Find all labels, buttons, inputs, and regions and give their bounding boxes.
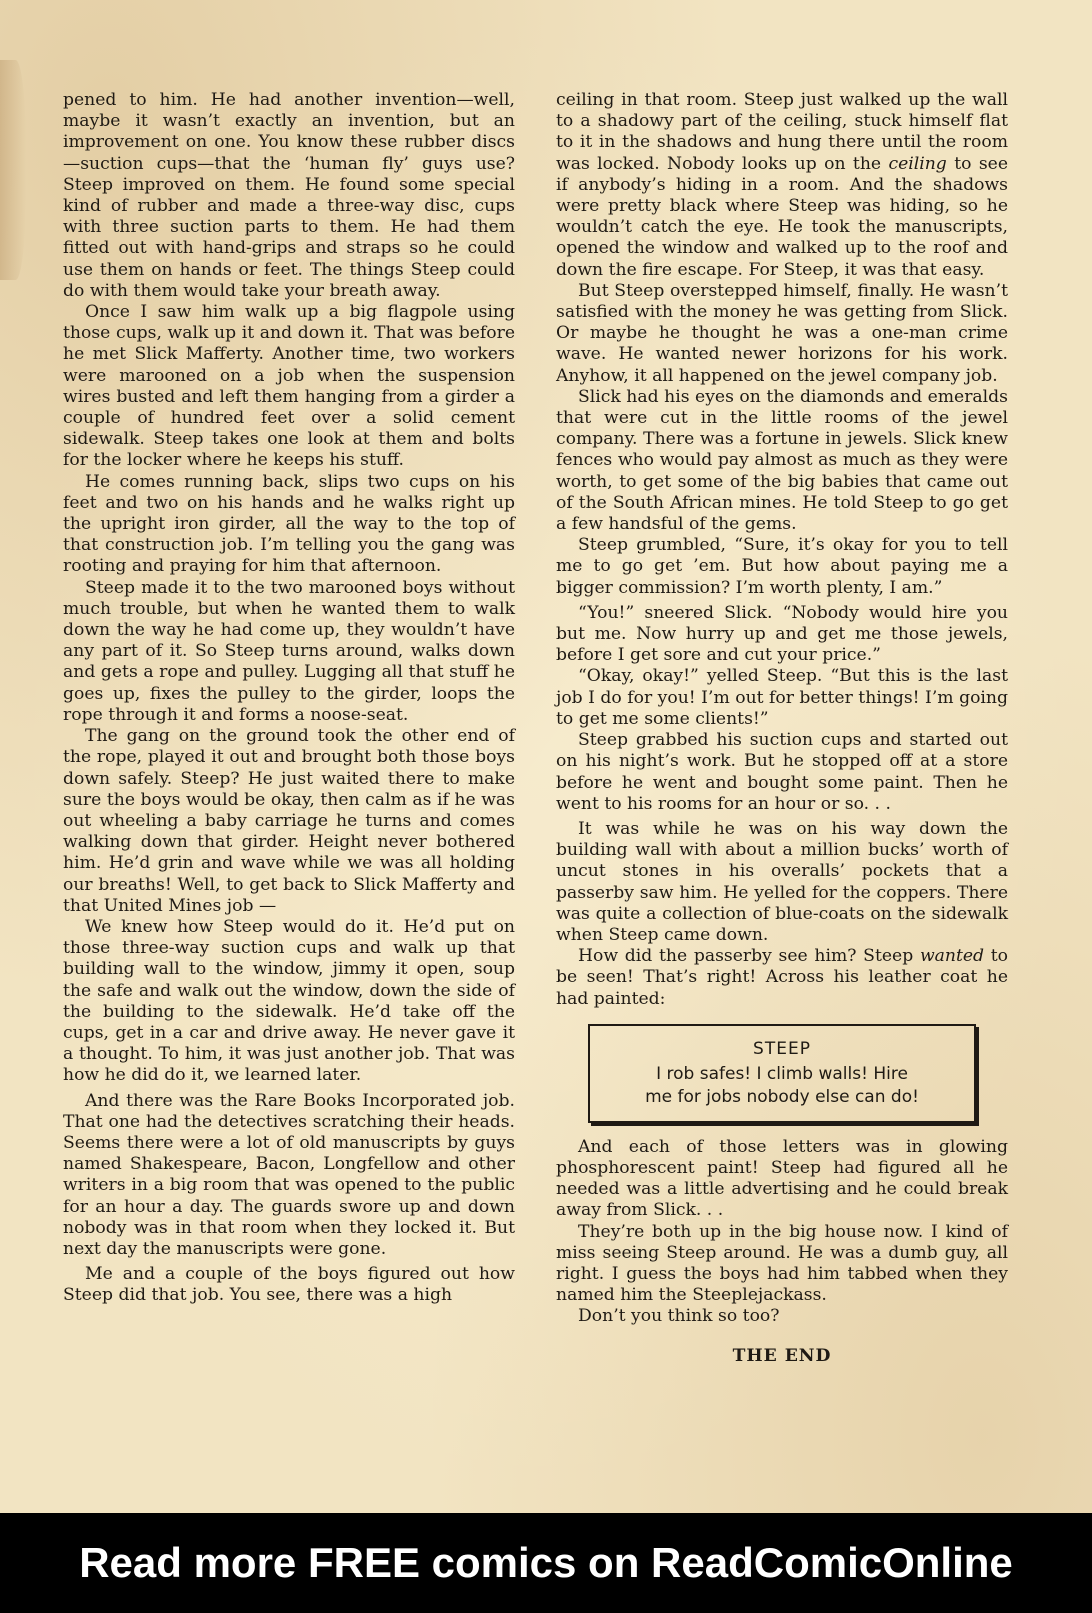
story-paragraph: We knew how Steep would do it. He’d put on those three-way suction cups and walk up that building wall to the window, jimmy it open, soup the safe and walk out the window, down the side of the building to the sidewalk. He’d take off the cups, get in a car and drive away. He never gave it a thought. To him, it was just another job. That was how he did do it, we learned later. bbox=[63, 916, 515, 1086]
coat-sign-box bbox=[588, 1024, 976, 1123]
story-paragraph: Me and a couple of the boys figured out how Steep did that job. You see, there was a high bbox=[63, 1264, 515, 1306]
story-text-italic: ceiling bbox=[888, 153, 947, 174]
promo-banner-text[interactable]: Read more FREE comics on ReadComicOnline bbox=[79, 1539, 1013, 1586]
story-paragraph: Steep made it to the two marooned boys without much trouble, but when he wanted them to walk down the way he had come up, they wouldn’t have any part of it. So Steep turns around, walks down and gets a rope and pulley. Lugging all that stuff he goes up, fixes the pulley to the girder, loops the rope through it and forms a noose-seat. bbox=[63, 577, 515, 725]
sign-line: me for jobs nobody else can do! bbox=[645, 1086, 919, 1107]
story-paragraph: He comes running back, slips two cups on his feet and two on his hands and he walks right up the upright iron girder, all the way to the top of that construction job. I’m telling you the gang was rooting and praying for him that afternoon. bbox=[63, 471, 515, 577]
left-text-column bbox=[63, 90, 515, 1307]
the-end-heading: THE END bbox=[732, 1345, 832, 1366]
story-paragraph: They’re both up in the big house now. I kind of miss seeing Steep around. He was a dumb guy, all right. I guess the boys had him tabbed when they named him the Steeplejackass. bbox=[556, 1221, 1008, 1306]
story-text: How did the passerby see him? Steep bbox=[578, 946, 920, 967]
story-paragraph: The gang on the ground took the other end of the rope, played it out and brought both those boys down safely. Steep? He just waited there to make sure the boys would be okay, then calm as if he was out wheeling a baby carriage he turns and comes walking down that girder. Height never bothered him. He’d grin and wave while we was all holding our breaths! Well, to get back to Slick Mafferty and that United Mines job — bbox=[63, 726, 515, 916]
right-text-column bbox=[556, 90, 1008, 1367]
story-text-italic: wanted bbox=[919, 946, 985, 967]
story-text: to be seen! That’s right! Across his leather coat he had painted: bbox=[556, 946, 1009, 1009]
story-paragraph: But Steep overstepped himself, finally. He wasn’t satisfied with the money he was getting from Slick. Or maybe he thought he was a one-man crime wave. He wanted newer horizons for his work. Anyhow, it all happened on the jewel company job. bbox=[556, 280, 1008, 386]
story-paragraph: Steep grumbled, “Sure, it’s okay for you to tell me to go get ’em. But how about paying me a bigger commission? I’m worth plenty, I am.” bbox=[556, 535, 1008, 598]
story-paragraph: And each of those letters was in glowing phosphorescent paint! Steep had figured all he needed was a little advertising and he could break away from Slick. . . bbox=[556, 1136, 1008, 1221]
story-paragraph: It was while he was on his way down the building wall with about a million bucks’ worth of uncut stones in his overalls’ pockets that a passerby saw him. He yelled for the coppers. There was quite a collection of blue-coats on the sidewalk when Steep came down. bbox=[556, 818, 1008, 945]
story-paragraph: Steep grabbed his suction cups and started out on his night’s work. But he stopped off at a store before he went and bought some paint. Then he went to his rooms for an hour or so. . . bbox=[556, 730, 1008, 814]
story-paragraph bbox=[556, 946, 1008, 1010]
story-paragraph: Once I saw him walk up a big flagpole using those cups, walk up it and down it. That was before he met Slick Mafferty. Another time, two workers were marooned on a job when the suspension wires busted and left them hanging from a girder a couple of hundred feet over a solid cement sidewalk. Steep takes one look at them and bolts for the locker where he keeps his stuff. bbox=[63, 302, 515, 471]
story-paragraph: Slick had his eyes on the diamonds and emeralds that were cut in the little rooms of the jewel company. There was a fortune in jewels. Slick knew fences who would pay almost as much as they were worth, to get some of the big babies that came out of the South African mines. He told Steep to go get a few handsful of the gems. bbox=[556, 386, 1008, 535]
page-edge-stain bbox=[0, 60, 26, 280]
sign-line: I rob safes! I climb walls! Hire bbox=[656, 1063, 908, 1084]
story-paragraph: And there was the Rare Books Incorporated job. That one had the detectives scratching their heads. Seems there were a lot of old manuscripts by guys named Shakespeare, Bacon, Longfellow and other writers in a big room that was opened to the public for an hour a day. The guards swore up and down nobody was in that room when they locked it. But next day the manuscripts were gone. bbox=[63, 1090, 515, 1259]
story-paragraph: pened to him. He had another invention—well, maybe it wasn’t exactly an invention, but an improvement on one. You know these rubber discs—suction cups—that the ‘human fly’ guys use? Steep improved on them. He found some special kind of rubber and made a three-way disc, cups with three suction parts to them. He had them fitted out with hand-grips and straps so he could use them on hands or feet. The things Steep could do with them would take your breath away. bbox=[63, 90, 515, 301]
story-paragraph bbox=[556, 90, 1008, 281]
promo-banner[interactable] bbox=[0, 1513, 1092, 1613]
sign-title: STEEP bbox=[753, 1038, 811, 1059]
story-paragraph: “Okay, okay!” yelled Steep. “But this is the last job I do for you! I’m out for better things! I’m going to get me some clients!” bbox=[556, 666, 1008, 729]
story-paragraph: “You!” sneered Slick. “Nobody would hire you but me. Now hurry up and get me those jewels, before I get sore and cut your price.” bbox=[556, 602, 1008, 666]
story-paragraph: Don’t you think so too? bbox=[578, 1306, 780, 1327]
story-text: to see if anybody’s hiding in a room. And the shadows were pretty black where Steep was hiding, so he wouldn’t catch the eye. He took the manuscripts, opened the window and walked up to the roof and down the fire escape. For Steep, it was that easy. bbox=[556, 153, 1008, 280]
story-text: ceiling in that room. Steep just walked up the wall to a shadowy part of the ceiling, stuck himself flat to it in the shadows and hung there until the room was locked. Nobody looks up on the bbox=[556, 90, 1008, 174]
